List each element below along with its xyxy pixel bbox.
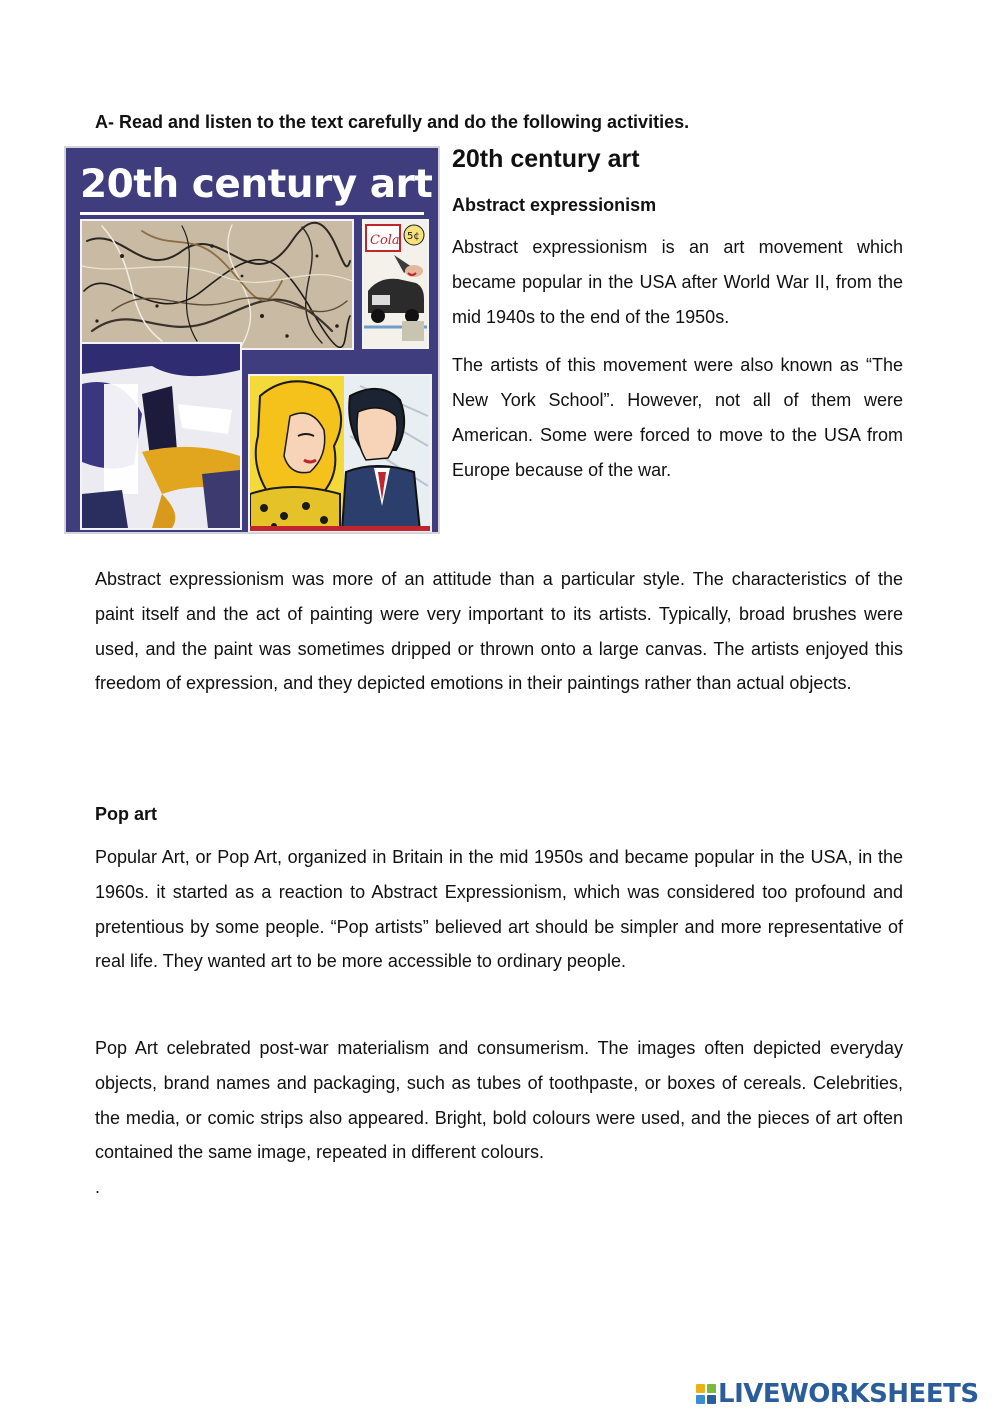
comic-pop-art-graphic: [250, 376, 430, 531]
abstract-paragraph-2: The artists of this movement were also known as “The New York School”. However, not all of them were American. Some were forced to move to the USA from Europe because of the war.: [452, 355, 903, 480]
cover-image: [64, 146, 440, 534]
abstract-expressionism-heading: Abstract expressionism: [452, 195, 657, 215]
abstract-painting-graphic: [82, 344, 240, 528]
pop-art-heading: Pop art: [95, 804, 158, 824]
abstract-painting-image: [80, 342, 242, 530]
cola-advert-graphic: [364, 221, 427, 347]
drip-painting-graphic: [82, 221, 352, 348]
liveworksheets-brand-text: LIVEWORKSHEETS: [718, 1379, 979, 1409]
instruction-text: A- Read and listen to the text carefully and do the following activities.: [95, 112, 690, 132]
drip-painting-image: [80, 219, 354, 350]
liveworksheets-logo-icon: [696, 1384, 716, 1404]
cola-label: Cola: [370, 233, 400, 248]
article-intro-column: [452, 142, 903, 488]
pop-art-paragraph-1: Popular Art, or Pop Art, organized in Britain in the mid 1950s and became popular in the USA, in the 1960s. it started as a reaction to Abstract Expressionism, which was considered too profound and pretentious by some people. “Pop artists” believed art should be simpler and more representative of real life. They wanted art to be more accessible to ordinary people.: [95, 847, 903, 972]
cola-advert-image: [362, 219, 429, 349]
liveworksheets-logo[interactable]: [696, 1378, 979, 1410]
pop-art-paragraph-2: Pop Art celebrated post-war materialism and consumerism. The images often depicted everyday objects, brand names and packaging, such as tubes of toothpaste, or boxes of cereals. Celebrities, the media, or comic strips also appeared. Bright, bold colours were used, and the pieces of art often contained the same image, repeated in different colours.: [95, 1038, 903, 1163]
article-title: 20th century art: [452, 145, 640, 173]
cover-title: 20th century art: [80, 158, 424, 215]
trailing-dot: .: [95, 1177, 101, 1197]
abstract-paragraph-3: Abstract expressionism was more of an attitude than a particular style. The characteristics of the paint itself and the act of painting were very important to its artists. Typically, broad brushes were used, and the paint was sometimes dripped or thrown onto a large canvas. The artists enjoyed this freedom of expression, and they depicted emotions in their paintings rather than actual objects.: [95, 569, 903, 694]
price-label: 5¢: [407, 231, 420, 242]
abstract-paragraph-1: Abstract expressionism is an art movement which became popular in the USA after World War II, from the mid 1940s to the end of the 1950s.: [452, 237, 903, 327]
comic-pop-art-image: [248, 374, 432, 533]
